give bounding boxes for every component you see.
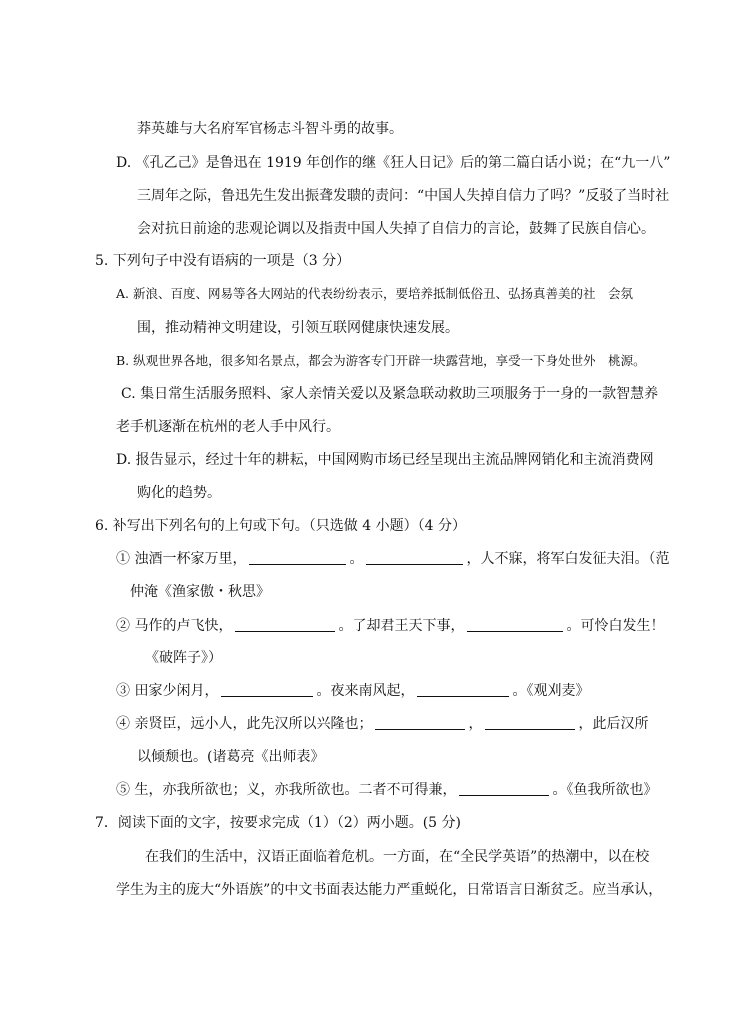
- q6-item-4-text-mid: ，: [468, 716, 483, 732]
- q6-item-3-blank-2[interactable]: [417, 682, 509, 697]
- q6-item-3-blank-1[interactable]: [221, 682, 313, 697]
- q4-option-c-continued: 莽英雄与大名府军官杨志斗智斗勇的故事。: [137, 121, 403, 137]
- q5-option-c-line2: 老手机逐渐在杭州的老人手中风行。: [116, 419, 340, 435]
- q6-item-3: [116, 681, 589, 701]
- q6-item-2-blank-2[interactable]: [467, 617, 563, 632]
- q6-item-3-text-mid: 。夜来南风起，: [316, 683, 415, 699]
- q6-item-3-text-post: 。《观刈麦》: [512, 683, 590, 699]
- q7-passage-line1: 在我们的生活中，汉语正面临着危机。一方面，在“全民学英语”的热潮中，以在校: [145, 849, 650, 865]
- q6-item-1-text-mid: 。: [349, 551, 364, 567]
- q6-item-1-source: 仲淹《渔家傲・秋思》: [130, 584, 270, 600]
- q6-item-4-text-post: ，此后汉所: [578, 716, 649, 732]
- q6-item-4-text-pre: ④ 亲贤臣，远小人，此先汉所以兴隆也；: [116, 716, 373, 732]
- q6-item-5-text-post: 。《鱼我所欲也》: [552, 782, 658, 798]
- q6-item-3-text-pre: ③ 田家少闲月，: [116, 683, 219, 699]
- q6-item-5-text-pre: ⑤ 生，亦我所欲也；义，亦我所欲也。二者不可得兼，: [116, 782, 457, 798]
- q4-option-d-line2: 三周年之际，鲁迅先生发出振聋发聩的责问：“中国人失掉自信力了吗？”反驳了当时社: [137, 188, 670, 204]
- q5-option-b: B. 纵观世界各地，很多知名景点，都会为游客专门开辟一块露营地，享受一下身处世外 桃源。: [116, 353, 646, 368]
- q6-item-2-text-mid: 。了却君王天下事，: [338, 618, 465, 634]
- q7-passage-line2: 学生为主的庞大“外语族”的中文书面表达能力严重蜕化，日常语言日渐贫乏。应当承认，: [116, 882, 663, 898]
- q7-stem: 7．阅读下面的文字，按要求完成（1）（2）两小题。(5 分): [95, 815, 462, 831]
- q6-item-5: [116, 780, 657, 800]
- q6-item-5-blank-1[interactable]: [459, 781, 549, 796]
- q6-stem: 6. 补写出下列名句的上句或下句。（只选做 4 小题）（4 分）: [95, 518, 466, 534]
- q5-option-d-line1: D. 报告显示，经过十年的耕耘，中国网购市场已经呈现出主流品牌网销化和主流消费网: [116, 452, 654, 468]
- q4-option-d-line1: D. 《孔乙己》是鲁迅在 1919 年创作的继《狂人日记》后的第二篇白话小说；在“九一八”: [116, 155, 671, 171]
- q6-item-2-source: 《破阵子》）: [145, 650, 222, 666]
- q6-item-2: [116, 616, 664, 636]
- q5-stem: 5. 下列句子中没有语病的一项是（3 分）: [95, 253, 351, 269]
- q6-item-4-blank-1[interactable]: [375, 715, 465, 730]
- q4-option-d-line3: 会对抗日前途的悲观论调以及指责中国人失掉了自信力的言论，鼓舞了民族自信心。: [137, 221, 655, 237]
- q6-item-1-blank-1[interactable]: [249, 550, 346, 565]
- q6-item-2-text-pre: ② 马作的卢飞快，: [116, 618, 233, 634]
- q6-item-1-blank-2[interactable]: [366, 550, 463, 565]
- q5-option-d-line2: 购化的趋势。: [137, 485, 221, 501]
- q6-item-4: [116, 714, 648, 734]
- q6-item-2-blank-1[interactable]: [235, 617, 335, 632]
- q5-option-a-line1: A. 新浪、百度、网易等各大网站的代表纷纷表示，要培养抵制低俗丑、弘扬真善美的社 会氛: [116, 286, 633, 301]
- q5-option-a-line2: 围，推动精神文明建设，引领互联网健康快速发展。: [137, 320, 459, 336]
- q6-item-4-source: 以倾颓也。(诸葛亮《出师表》: [137, 749, 325, 765]
- q6-item-1-text-post: ，人不寐，将军白发征夫泪。（范: [466, 551, 670, 567]
- q6-item-2-text-post: 。可怜白发生！: [566, 618, 665, 634]
- q6-item-1: [116, 549, 669, 569]
- q6-item-4-blank-2[interactable]: [485, 715, 575, 730]
- q5-option-c-line1: C. 集日常生活服务照料、家人亲情关爱以及紧急联动救助三项服务于一身的一款智慧养: [121, 386, 659, 402]
- q6-item-1-text-pre: ① 浊酒一杯家万里，: [116, 551, 247, 567]
